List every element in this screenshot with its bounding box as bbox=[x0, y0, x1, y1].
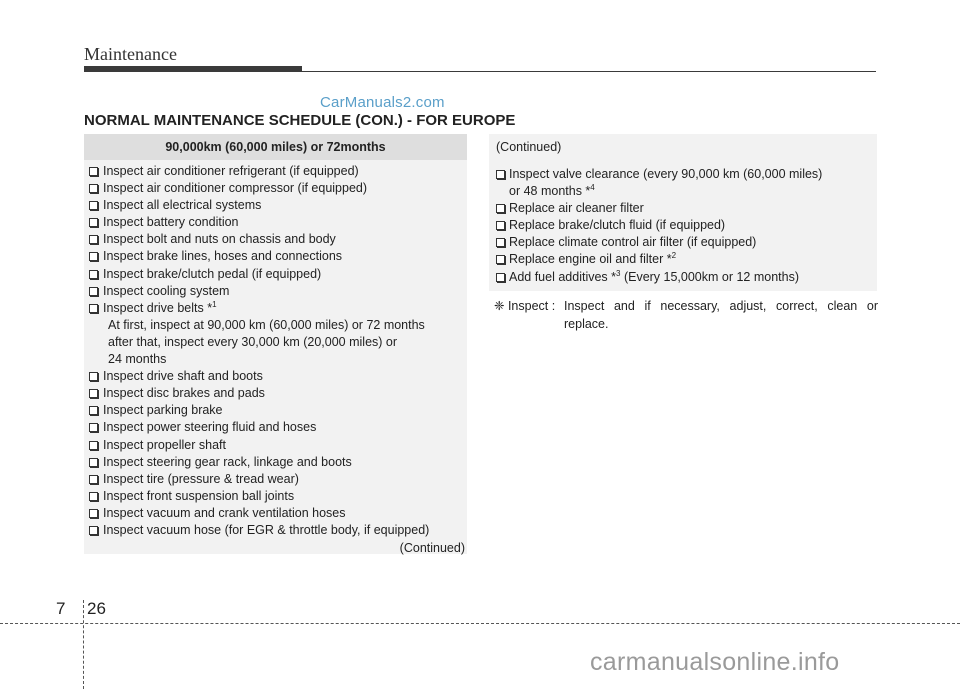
checkbox-icon bbox=[89, 492, 98, 501]
checkbox-icon bbox=[89, 475, 98, 484]
continued-label-right: (Continued) bbox=[496, 140, 562, 154]
checkbox-icon bbox=[89, 372, 98, 381]
footnote-marker: 4 bbox=[590, 182, 595, 192]
list-item: Inspect vacuum and crank ventilation hoses bbox=[89, 505, 463, 522]
chapter-number: 7 bbox=[56, 599, 66, 618]
checkbox-icon bbox=[89, 184, 98, 193]
checkbox-icon bbox=[89, 423, 98, 432]
list-item: Inspect brake lines, hoses and connections bbox=[89, 248, 463, 265]
checkbox-icon bbox=[89, 218, 98, 227]
checkbox-icon bbox=[89, 389, 98, 398]
inspect-legend bbox=[494, 298, 878, 333]
checkbox-icon bbox=[89, 406, 98, 415]
checkbox-icon bbox=[89, 458, 98, 467]
checkbox-icon bbox=[89, 287, 98, 296]
drive-belts-note-line: after that, inspect every 30,000 km (20,000 miles) or bbox=[108, 334, 398, 349]
checkbox-icon bbox=[496, 273, 505, 282]
list-item: Inspect front suspension ball joints bbox=[89, 488, 463, 505]
interval-header: 90,000km (60,000 miles) or 72months bbox=[84, 134, 467, 160]
list-item: Inspect all electrical systems bbox=[89, 197, 463, 214]
list-item: Inspect cooling system bbox=[89, 283, 463, 300]
checkbox-icon bbox=[496, 204, 505, 213]
list-item: Inspect steering gear rack, linkage and boots bbox=[89, 454, 463, 471]
footnote-marker: 3 bbox=[616, 268, 621, 278]
list-item: Inspect power steering fluid and hoses bbox=[89, 419, 463, 436]
checkbox-icon bbox=[89, 441, 98, 450]
list-item-fuel-additives: Add fuel additives *$^3$ (Every 15,000km or 12 months) bbox=[496, 269, 873, 286]
legend-definition-cont: replace. bbox=[564, 316, 609, 331]
list-item: Inspect disc brakes and pads bbox=[89, 385, 463, 402]
continued-label-left: (Continued) bbox=[399, 541, 465, 556]
checkbox-icon bbox=[89, 235, 98, 244]
drive-belts-note-line: At first, inspect at 90,000 km (60,000 miles) or 72 months bbox=[108, 317, 425, 332]
list-item: Replace climate control air filter (if equipped) bbox=[496, 234, 873, 251]
page-number: 26 bbox=[87, 599, 106, 618]
checkbox-icon bbox=[89, 526, 98, 535]
list-item: Inspect drive shaft and boots bbox=[89, 368, 463, 385]
checkbox-icon bbox=[89, 509, 98, 518]
list-item: Replace air cleaner filter bbox=[496, 200, 873, 217]
list-item: Inspect air conditioner compressor (if equipped) bbox=[89, 180, 463, 197]
footnote-marker: 2 bbox=[671, 251, 677, 261]
valve-clearance-line2: or 48 months *$^4$ bbox=[509, 182, 595, 199]
list-item: Inspect parking brake bbox=[89, 402, 463, 419]
checkbox-icon bbox=[89, 252, 98, 261]
watermark-top: CarManuals2.com bbox=[320, 94, 445, 111]
list-item: Inspect air conditioner refrigerant (if equipped) bbox=[89, 163, 463, 180]
drive-belts-note-line: 24 months bbox=[108, 352, 167, 367]
list-item-valve-clearance: Inspect valve clearance (every 90,000 km (60,000 miles) bbox=[496, 166, 873, 183]
watermark-bottom: carmanualsonline.info bbox=[590, 648, 840, 676]
list-item: Inspect propeller shaft bbox=[89, 437, 463, 454]
schedule-right-panel bbox=[489, 134, 877, 291]
section-title: Maintenance bbox=[84, 44, 177, 64]
legend-definition: Inspect and if necessary, adjust, correct, clean or bbox=[564, 299, 878, 313]
checkbox-icon bbox=[496, 221, 505, 230]
list-item: Inspect bolt and nuts on chassis and body bbox=[89, 231, 463, 248]
list-item: Inspect brake/clutch pedal (if equipped) bbox=[89, 266, 463, 283]
footer-rule bbox=[0, 623, 960, 624]
legend-term: ❈ Inspect : bbox=[494, 299, 556, 313]
schedule-left-panel bbox=[84, 134, 467, 554]
checkbox-icon bbox=[496, 255, 505, 264]
footnote-marker: 1 bbox=[212, 299, 217, 309]
list-item: Inspect battery condition bbox=[89, 214, 463, 231]
list-item-drive-belts: Inspect drive belts *$^1$ bbox=[89, 300, 463, 317]
list-item: Inspect vacuum hose (for EGR & throttle body, if equipped) bbox=[89, 522, 463, 539]
footer-vertical-rule bbox=[83, 600, 84, 689]
checkbox-icon bbox=[89, 270, 98, 279]
checkbox-icon bbox=[496, 170, 505, 179]
checkbox-icon bbox=[89, 201, 98, 210]
left-item-list bbox=[84, 160, 467, 539]
list-item-engine-oil: Replace engine oil and filter *$^2$ bbox=[496, 251, 873, 268]
right-item-list bbox=[489, 156, 877, 286]
checkbox-icon bbox=[89, 167, 98, 176]
list-item: Inspect tire (pressure & tread wear) bbox=[89, 471, 463, 488]
list-item: Replace brake/clutch fluid (if equipped) bbox=[496, 217, 873, 234]
header-rule-thick bbox=[84, 66, 302, 72]
checkbox-icon bbox=[496, 238, 505, 247]
checkbox-icon bbox=[89, 304, 98, 313]
page-heading: NORMAL MAINTENANCE SCHEDULE (CON.) - FOR EUROPE bbox=[84, 112, 516, 129]
header-rule-thin bbox=[302, 71, 876, 72]
